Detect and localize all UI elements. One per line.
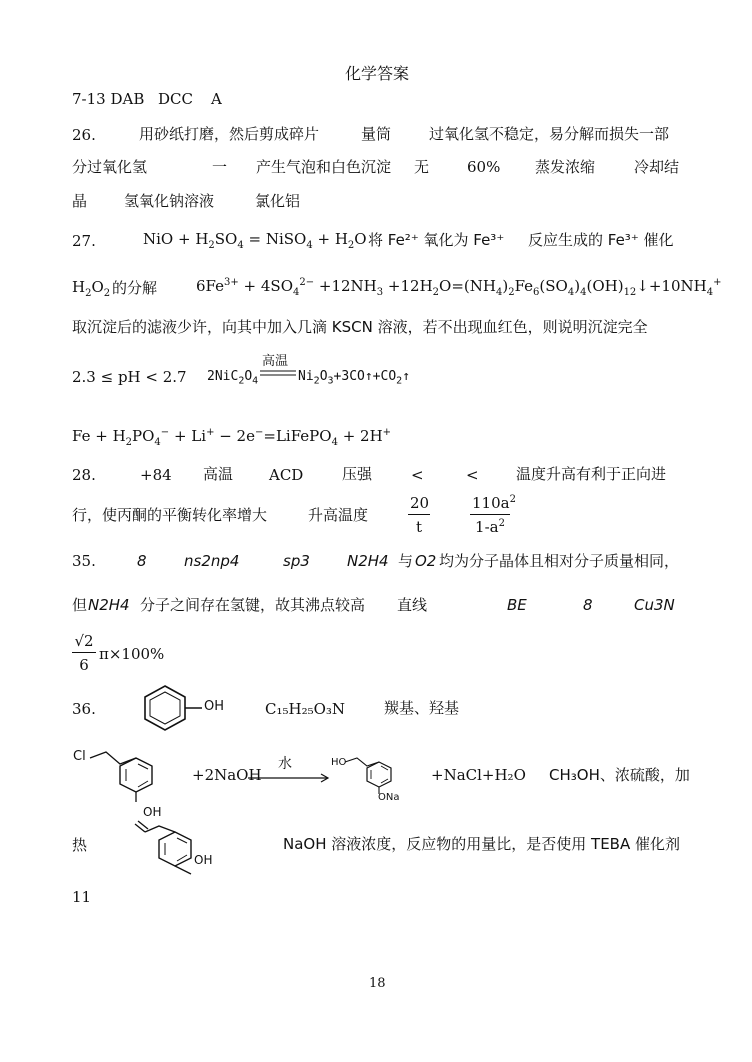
q27-answer-3-cont: 的分解	[112, 279, 158, 297]
q36-answer-2: 羰基、羟基	[384, 699, 460, 717]
q36-answer-6: 11	[72, 888, 92, 906]
q27-answer-2: 将 Fe²⁺ 氧化为 Fe³⁺	[368, 231, 505, 249]
q35-fraction-num: √2	[72, 632, 96, 653]
q35-n2h4-2: N2H4	[88, 596, 130, 614]
q35-answer-3: sp3	[283, 552, 310, 570]
q28-answer-3: ACD	[269, 466, 304, 484]
q26-answer-4: 一	[212, 158, 228, 176]
page-number: 18	[369, 976, 386, 991]
q26-answer-10: 氢氧化钠溶液	[124, 192, 215, 210]
q26-answer-11: 氯化铝	[255, 192, 301, 210]
q26-answer-8: 蒸发浓缩	[535, 158, 596, 176]
q35-answer-6: BE	[507, 596, 527, 614]
q35-and: 与	[398, 552, 414, 570]
chloroethylphenol-structure	[86, 750, 186, 820]
q28-answer-7: 温度升高有利于正向进	[516, 465, 667, 483]
product-ho-label: HO	[331, 757, 347, 768]
q27-answer-3: 反应生成的 Fe³⁺ 催化	[528, 231, 674, 249]
q28-fraction-2	[470, 494, 516, 536]
q28-answer-2: 高温	[203, 465, 234, 483]
reactant-cl-label: Cl	[73, 749, 86, 764]
q36-answer-4-cont: 热	[72, 836, 88, 854]
q28-answer-1: +84	[140, 466, 172, 484]
q36-answer-5: NaOH 溶液浓度，反应物的用量比，是否使用 TEBA 催化剂	[283, 835, 680, 853]
q27-answer-6: 2.3 ≤ pH < 2.7	[72, 368, 187, 386]
q28-answer-5: <	[411, 466, 424, 484]
q35-answer-4-cont: 分子之间存在氢键，故其沸点较高	[140, 596, 366, 614]
q27-equation-3-products: $Ni_2O_3+3CO↑+CO_2↑$	[298, 369, 411, 387]
q26-answer-2: 量筒	[361, 125, 392, 143]
q28-fraction-1-num: 20	[408, 494, 430, 515]
q35-number: 35.	[72, 552, 96, 570]
phenol-oh-label: OH	[204, 699, 225, 714]
mc-range: 7-13 DAB	[72, 90, 145, 108]
reaction-condition: 水	[278, 756, 292, 772]
q35-answer-7: 8	[583, 596, 593, 614]
page-title: 化学答案	[345, 64, 410, 83]
q35-fraction-den: 6	[79, 656, 89, 674]
q28-fraction-1-den: t	[415, 518, 423, 536]
allylphenol-structure	[131, 820, 221, 882]
q35-answer-8: Cu3N	[634, 596, 675, 614]
q26-number: 26.	[72, 126, 96, 144]
q35-answer-1: 8	[137, 552, 147, 570]
reactant-oh-label: OH	[143, 805, 162, 819]
q28-answer-8: 升高温度	[308, 506, 369, 524]
mc-group3: A	[211, 90, 222, 108]
q27-condition: 高温	[262, 354, 289, 369]
q27-equation-1: NiO + $H_2SO_4$ = NiSO$_4$ + $H_2O$	[143, 230, 367, 251]
q36-formula: C₁₅H₂₅O₃N	[265, 700, 346, 718]
q28-answer-4: 压强	[342, 465, 373, 483]
q27-equation-4: $Fe + H_2PO_4^- + Li^+$ − 2e−=LiFePO$_4$ + 2H+	[72, 427, 392, 448]
q26-answer-6: 无	[414, 158, 430, 176]
q27-number: 27.	[72, 232, 96, 250]
q28-fraction-2-den: $1-a^2$	[475, 518, 505, 536]
q28-fraction-1	[408, 494, 430, 536]
q35-answer-4: 均为分子晶体且相对分子质量相同，	[439, 552, 680, 570]
reaction-reagent: +2NaOH	[192, 766, 262, 784]
q28-number: 28.	[72, 466, 96, 484]
q27-answer-5: 取沉淀后的滤液少许，向其中加入几滴 KSCN 溶液，若不出现血红色，则说明沉淀完全	[72, 318, 648, 336]
q26-answer-5: 产生气泡和白色沉淀	[256, 158, 392, 176]
q35-n2h4: N2H4	[347, 552, 389, 570]
q26-answer-3: 过氧化氢不稳定，易分解而损失一部	[429, 125, 670, 143]
q26-answer-9: 冷却结	[634, 158, 680, 176]
q27-equation-2: $6Fe^{3+} + 4SO_4^{2-} +12NH_3$ $+12H_2O=(NH_4)_2Fe_6(SO_4)_4(OH)_{12}↓+10NH_4^+$	[196, 277, 722, 298]
q27-h2o2: $H_2O_2$	[72, 278, 111, 299]
mc-group2: DCC	[158, 90, 193, 108]
q26-answer-7: 60%	[467, 158, 501, 176]
q26-answer-1: 用砂纸打磨，然后剪成碎片	[139, 125, 320, 143]
product-ona-label: ONa	[378, 792, 400, 803]
reaction-arrow	[248, 774, 332, 784]
q35-o2: O2	[415, 552, 437, 570]
q35-answer-5: 直线	[397, 596, 428, 614]
q28-fraction-2-num: $110a^2$	[470, 494, 510, 515]
allylphenol-oh-label: OH	[194, 853, 213, 867]
q27-equals-sign	[260, 370, 296, 378]
q36-number: 36.	[72, 700, 96, 718]
q35-but: 但	[72, 596, 88, 614]
q28-answer-6: <	[466, 466, 479, 484]
q26-answer-3-cont: 分过氧化氢	[72, 158, 148, 176]
q26-answer-9-cont: 晶	[72, 192, 88, 210]
phenol-structure	[140, 682, 206, 734]
reaction-products: +NaCl+H₂O	[431, 766, 526, 784]
q35-fraction	[72, 632, 96, 674]
q36-answer-4: CH₃OH、浓硫酸，加	[549, 766, 690, 784]
q28-answer-7-cont: 行，使丙酮的平衡转化率增大	[72, 506, 268, 524]
q35-answer-2: ns2np4	[184, 552, 240, 570]
q27-equation-3: $2NiC_2O_4$	[207, 369, 259, 387]
q35-fraction-tail: π×100%	[99, 645, 165, 663]
